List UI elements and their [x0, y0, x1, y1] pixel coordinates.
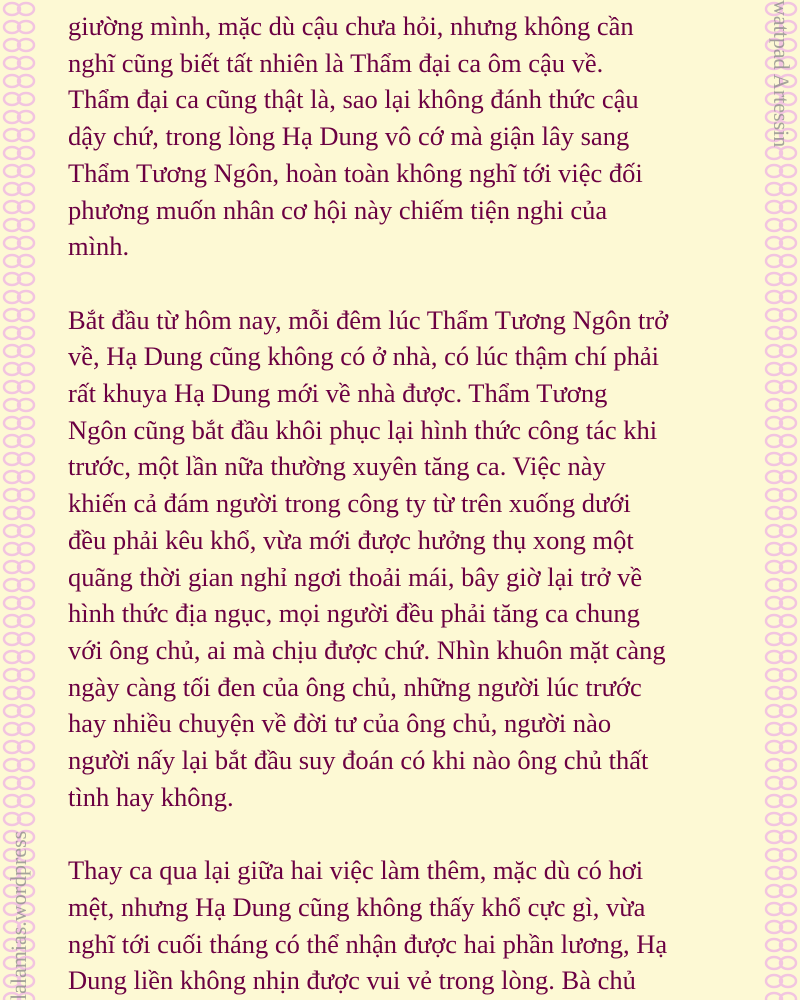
watermark-wordpress: lalamias.wordpress	[6, 830, 31, 1000]
paragraph-3: Thay ca qua lại giữa hai việc làm thêm, mặc dù có hơi mệt, nhưng Hạ Dung cũng không thấy khổ cực gì, vừa nghĩ tới cuối tháng có thể nhận được hai phần lương, Hạ Dung liền không nhịn được vui vẻ trong lòng. Bà chủ	[68, 855, 668, 996]
paragraph-2: Bắt đầu từ hôm nay, mỗi đêm lúc Thẩm Tương Ngôn trở về, Hạ Dung cũng không có ở nhà, có lúc thậm chí phải rất khuya Hạ Dung mới về nhà được. Thẩm Tương Ngôn cũng bắt đầu khôi phục lại hình thức công tác khi trước, một lần nữa thường xuyên tăng ca. Việc này khiến cả đám người trong công ty từ trên xuống dưới đều phải kêu khổ, vừa mới được hưởng thụ xong một quãng thời gian nghỉ ngơi thoải mái, bây giờ lại trở về hình thức địa ngục, mọi người đều phải tăng ca chung với ông chủ, ai mà chịu được chứ. Nhìn khuôn mặt càng ngày càng tối đen của ông chủ, những người lúc trước hay nhiều chuyện về đời tư của ông chủ, người nào người nấy lại bắt đầu suy đoán có khi nào ông chủ thất tình hay không.	[68, 304, 669, 812]
story-text	[68, 8, 758, 1000]
watermark-wattpad: wattpad Artessin	[769, 0, 794, 148]
paragraph-1: giường mình, mặc dù cậu chưa hỏi, nhưng không cần nghĩ cũng biết tất nhiên là Thẩm đại ca ôm cậu về. Thẩm đại ca cũng thật là, sao lại không đánh thức cậu dậy chứ, trong lòng Hạ Dung vô cớ mà giận lây sang Thẩm Tương Ngôn, hoàn toàn không nghĩ tới việc đối phương muốn nhân cơ hội này chiếm tiện nghi của mình.	[68, 11, 643, 262]
